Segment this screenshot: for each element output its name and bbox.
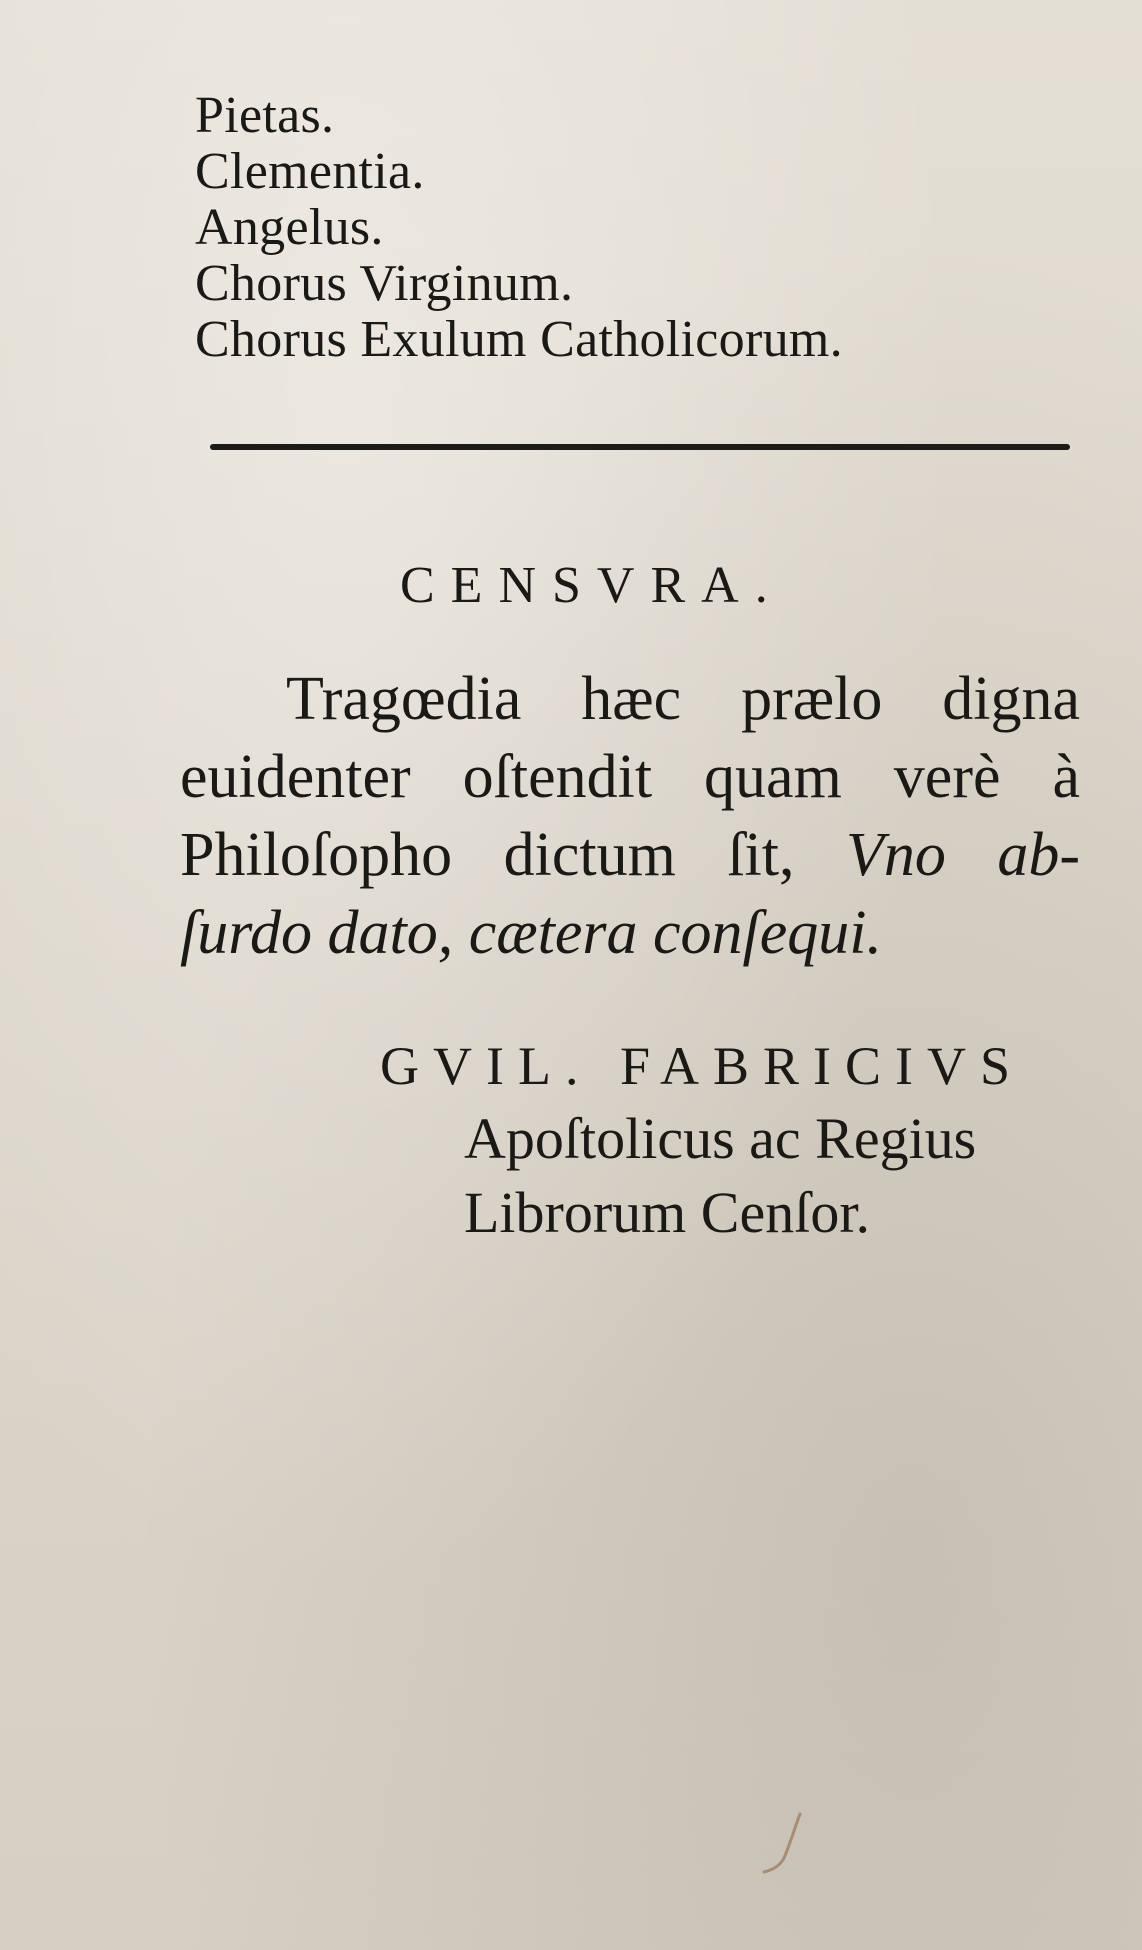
censura-quote: ſurdo dato, cætera conſequi.: [180, 899, 883, 967]
censor-title: Librorum Cenſor.: [464, 1180, 870, 1245]
censura-text: [180, 660, 1080, 972]
dramatis-personae-list: [195, 88, 843, 368]
censura-line: [180, 816, 1080, 894]
censura-quote: Vno ab-: [845, 821, 1080, 889]
censura-line: euidenter oſtendit quam verè à: [180, 743, 1080, 811]
persona-item: Angelus.: [195, 199, 384, 256]
persona-item: Chorus Exulum Catholicorum.: [195, 311, 843, 368]
persona-item: Clementia.: [195, 143, 425, 200]
censor-name: GVIL. FABRICIVS: [380, 1036, 1025, 1096]
persona-item: Chorus Virginum.: [195, 255, 574, 312]
censura-line: Tragœdia hæc prælo digna: [286, 665, 1080, 733]
censura-line-plain: Philoſopho dictum ſit,: [180, 821, 846, 889]
ink-mark-decoration: [760, 1810, 820, 1880]
censura-heading: CENSVRA.: [400, 557, 784, 614]
horizontal-rule: [210, 444, 1070, 450]
censor-signature: [380, 1030, 1070, 1250]
persona-item: Pietas.: [195, 87, 335, 144]
censor-title: Apoſtolicus ac Regius: [464, 1106, 977, 1171]
